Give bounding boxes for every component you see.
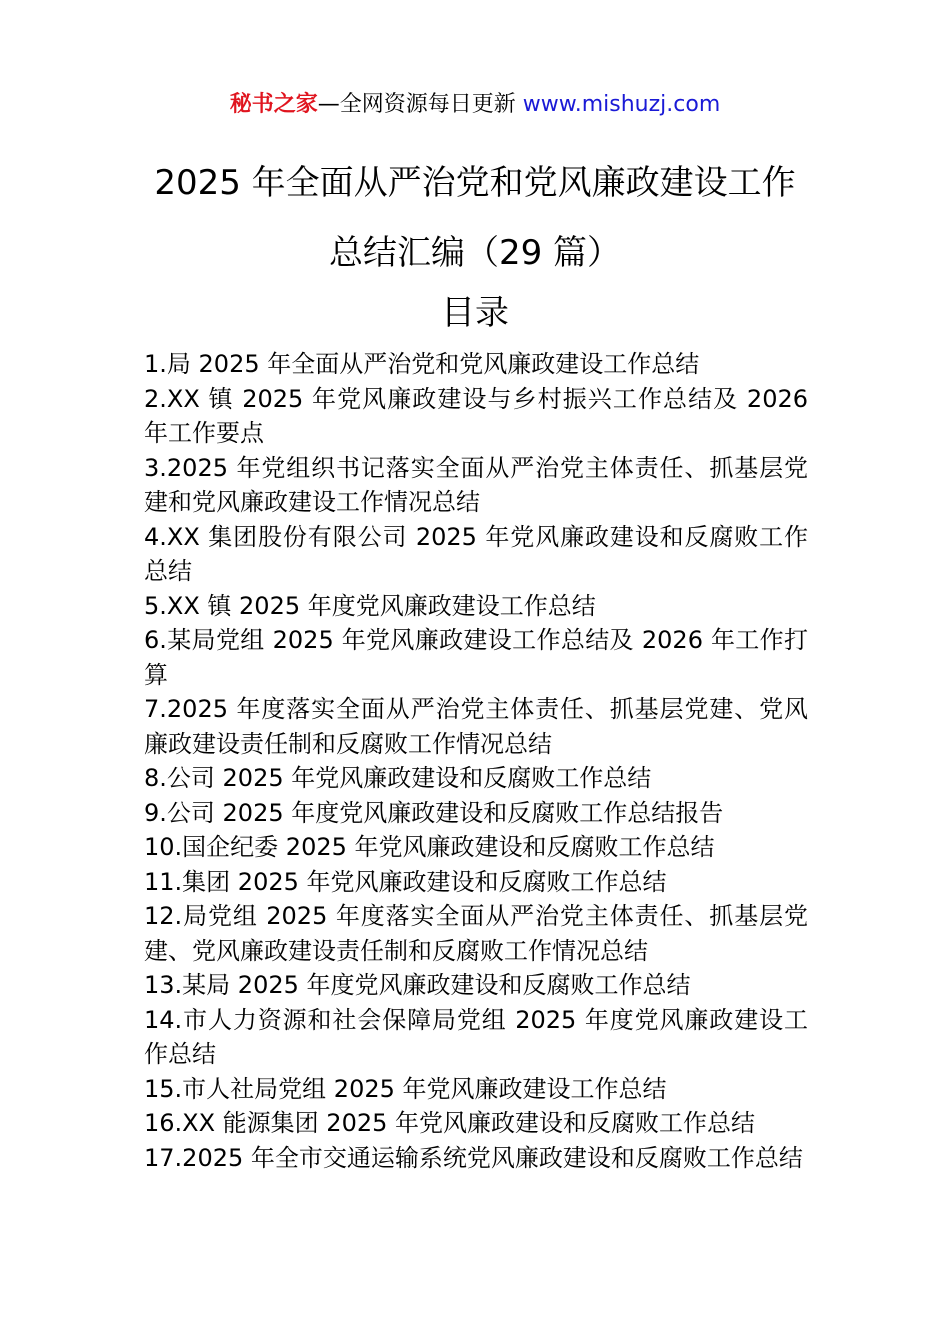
toc-item[interactable]: 14.市人力资源和社会保障局党组 2025 年度党风廉政建设工作总结 [144,1005,808,1068]
toc-item[interactable]: 12.局党组 2025 年度落实全面从严治党主体责任、抓基层党建、党风廉政建设责任制和反腐败工作情况总结 [144,902,808,965]
toc-item[interactable]: 7.2025 年度落实全面从严治党主体责任、抓基层党建、党风廉政建设责任制和反腐败工作情况总结 [144,695,808,758]
toc-item[interactable]: 1.局 2025 年全面从严治党和党风廉政建设工作总结 [144,350,700,378]
title-line-1: 2025 年全面从严治党和党风廉政建设工作 [154,163,796,203]
toc-item[interactable]: 3.2025 年党组织书记落实全面从严治党主体责任、抓基层党建和党风廉政建设工作情况总结 [144,453,808,516]
toc-item[interactable]: 2.XX 镇 2025 年党风廉政建设与乡村振兴工作总结及 2026 年工作要点 [144,384,808,447]
toc-item[interactable]: 6.某局党组 2025 年党风廉政建设工作总结及 2026 年工作打算 [144,626,808,689]
toc-item[interactable]: 5.XX 镇 2025 年度党风廉政建设工作总结 [144,591,596,620]
toc-item[interactable]: 11.集团 2025 年党风廉政建设和反腐败工作总结 [144,867,667,896]
site-url-link[interactable]: www.mishuzj.com [522,92,721,117]
toc-item[interactable]: 4.XX 集团股份有限公司 2025 年党风廉政建设和反腐败工作总结 [144,522,808,585]
toc-item[interactable]: 9.公司 2025 年度党风廉政建设和反腐败工作总结报告 [144,798,724,827]
toc-item[interactable]: 13.某局 2025 年度党风廉政建设和反腐败工作总结 [144,971,691,999]
header-tagline: —全网资源每日更新 [317,92,516,117]
toc-item[interactable]: 10.国企纪委 2025 年党风廉政建设和反腐败工作总结 [144,833,715,861]
toc-item[interactable]: 15.市人社局党组 2025 年党风廉政建设工作总结 [144,1074,667,1103]
toc-item[interactable]: 17.2025 年全市交通运输系统党风廉政建设和反腐败工作总结 [144,1143,803,1172]
toc-item[interactable]: 16.XX 能源集团 2025 年党风廉政建设和反腐败工作总结 [144,1109,756,1137]
title-line-2: 总结汇编（29 篇） [328,233,622,273]
site-header [0,90,950,120]
brand-name[interactable]: 秘书之家 [229,92,318,117]
toc-heading: 目录 [441,293,509,333]
toc-item[interactable]: 8.公司 2025 年党风廉政建设和反腐败工作总结 [144,764,652,792]
toc-list [144,347,808,1175]
document-title [0,148,950,288]
